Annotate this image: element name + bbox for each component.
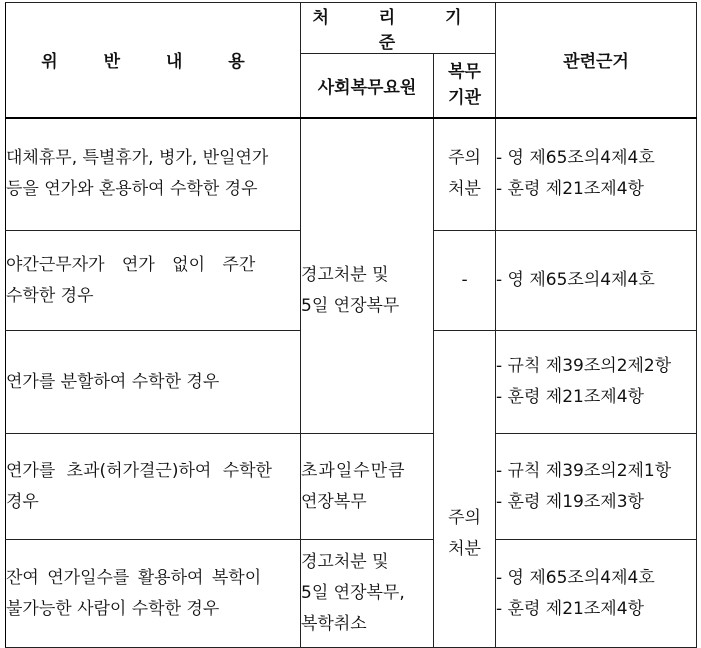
agency-cell: - — [434, 231, 496, 331]
penalty-cell-warning-cancel: 경고처분 및 5일 연장복무, 복학취소 — [301, 540, 434, 648]
table-row — [6, 118, 697, 231]
basis-cell: - 영 제65조의4제4호 - 훈령 제21조제4항 — [496, 118, 697, 231]
header-violation: 위 반 내 용 — [6, 3, 301, 118]
table-row — [6, 434, 697, 540]
violation-cell: 야간근무자가 연가 없이 주간 수학한 경우 — [6, 231, 301, 331]
agency-cell: 주의 처분 — [434, 118, 496, 231]
header-agency: 복무 기관 — [434, 54, 496, 118]
violation-cell: 잔여 연가일수를 활용하여 복학이 불가능한 사람이 수학한 경우 — [6, 540, 301, 648]
basis-cell: - 영 제65조의4제4호 — [496, 231, 697, 331]
basis-cell: - 규칙 제39조의2제1항 - 훈령 제19조제3항 — [496, 434, 697, 540]
agency-cell-merged: 주의 처분 — [434, 331, 496, 648]
table-row — [6, 540, 697, 648]
header-criteria: 처 리 기 준 — [301, 3, 496, 54]
violation-cell: 연가를 초과(허가결근)하여 수학한 경우 — [6, 434, 301, 540]
violation-cell: 연가를 분할하여 수학한 경우 — [6, 331, 301, 434]
basis-cell: - 영 제65조의4제4호 - 훈령 제21조제4항 — [496, 540, 697, 648]
basis-cell: - 규칙 제39조의2제2항 - 훈령 제21조제4항 — [496, 331, 697, 434]
violation-criteria-table — [5, 2, 697, 648]
penalty-cell-warning-extension: 경고처분 및 5일 연장복무 — [301, 118, 434, 434]
header-basis: 관련근거 — [496, 3, 697, 118]
header-social-worker: 사회복무요원 — [301, 54, 434, 118]
violation-cell: 대체휴무, 특별휴가, 병가, 반일연가 등을 연가와 혼용하여 수학한 경우 — [6, 118, 301, 231]
penalty-cell-excess-days: 초과일수만큼 연장복무 — [301, 434, 434, 540]
